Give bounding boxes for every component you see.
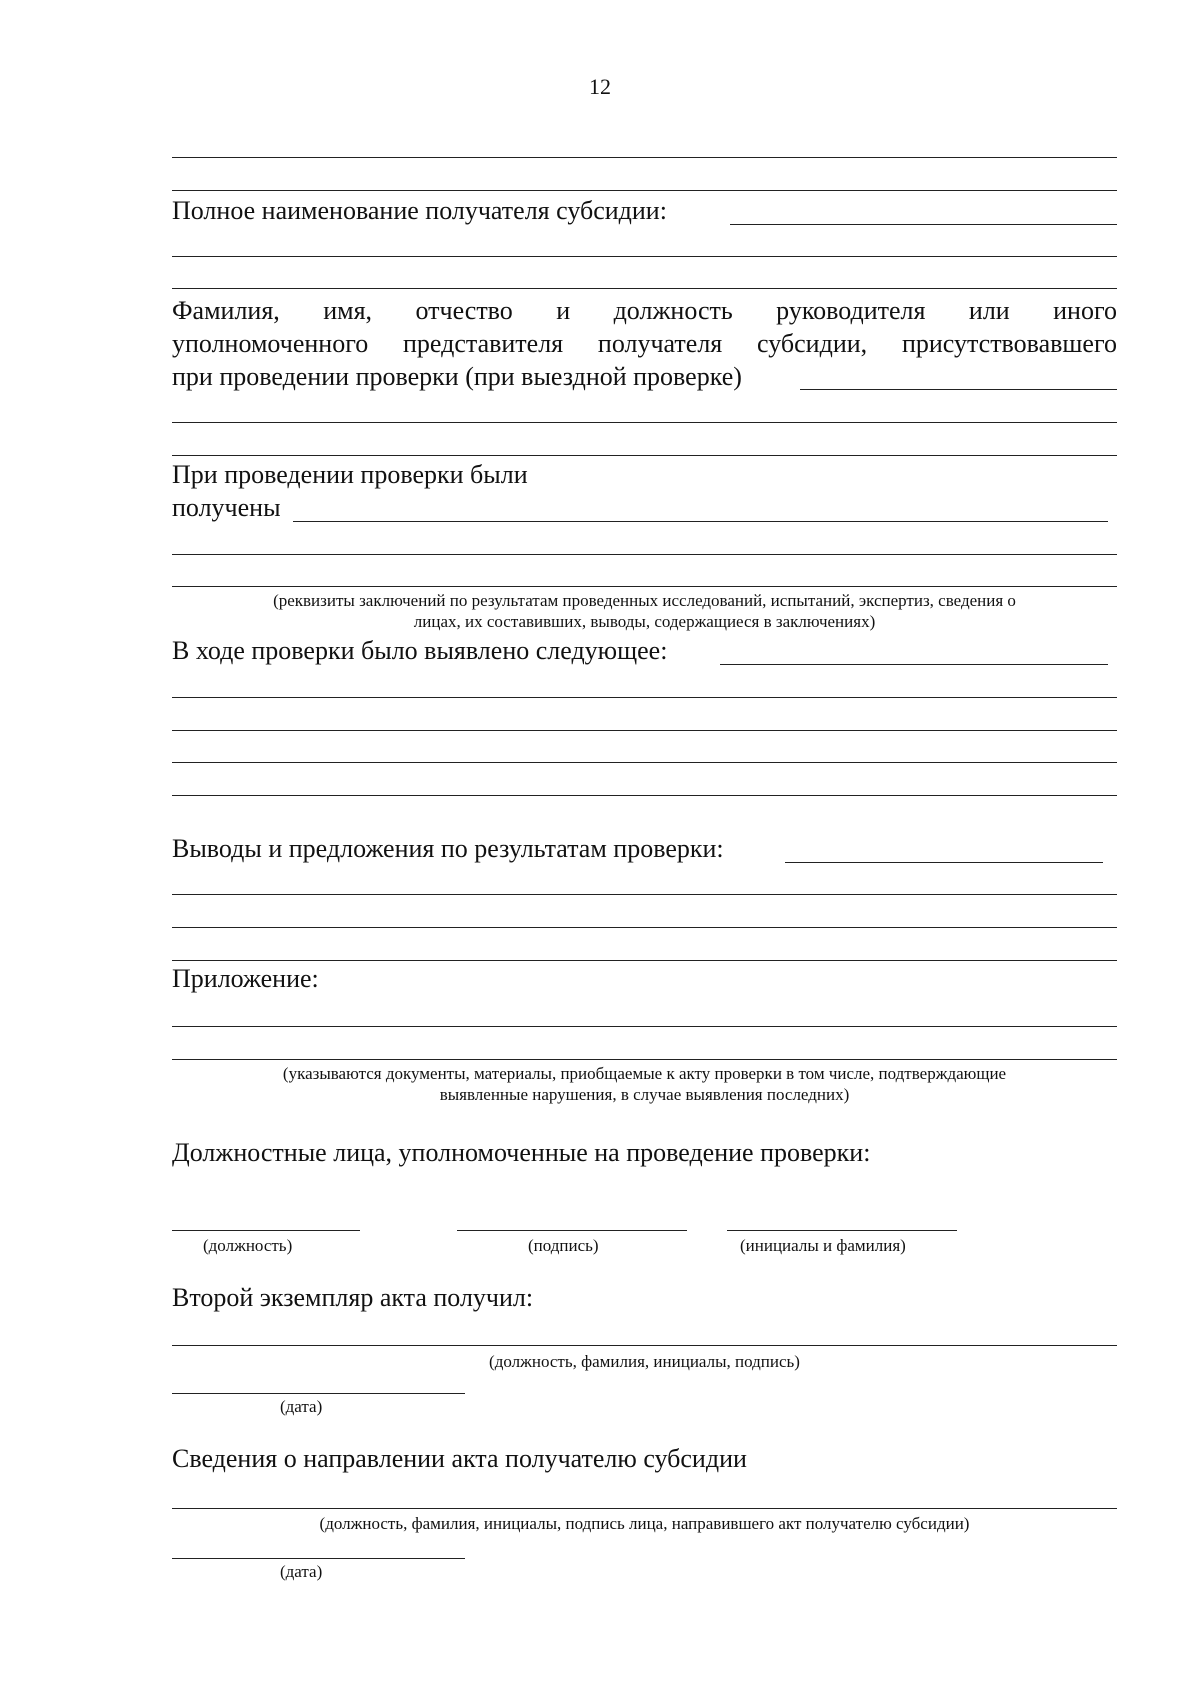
sent-caption: (должность, фамилия, инициалы, подпись лица, направившего акт получателю субсидии): [319, 1514, 970, 1533]
representative-label-line2: уполномоченного представителя получателя субсидии, присутствовавшего: [172, 329, 1117, 358]
date-caption: (дата): [280, 1562, 323, 1581]
blank-line[interactable]: [172, 927, 1117, 928]
blank-line[interactable]: [172, 455, 1117, 456]
received-note: [172, 590, 1117, 633]
representative-label-line3: при проведении проверки (при выездной проверке): [172, 362, 742, 391]
officials-label: Должностные лица, уполномоченные на проведение проверки:: [172, 1138, 871, 1167]
position-line[interactable]: [172, 1230, 360, 1231]
appendix-note-line1: (указываются документы, материалы, приобщаемые к акту проверки в том числе, подтверждающие: [282, 1064, 1007, 1083]
found-label: В ходе проверки было выявлено следующее:: [172, 636, 668, 665]
blank-line[interactable]: [172, 586, 1117, 587]
position-caption: (должность): [203, 1236, 293, 1255]
representative-label-line1: Фамилия, имя, отчество и должность руководителя или иного: [172, 296, 1117, 325]
blank-line[interactable]: [172, 894, 1117, 895]
second-copy-label: Второй экземпляр акта получил:: [172, 1283, 534, 1312]
initials-line[interactable]: [727, 1230, 957, 1231]
blank-line[interactable]: [172, 730, 1117, 731]
signature-line[interactable]: [457, 1230, 687, 1231]
found-line[interactable]: [720, 664, 1108, 665]
blank-line[interactable]: [172, 762, 1117, 763]
second-copy-line[interactable]: [172, 1345, 1117, 1346]
signature-caption: (подпись): [528, 1236, 599, 1255]
blank-line[interactable]: [172, 190, 1117, 191]
blank-line[interactable]: [172, 288, 1117, 289]
received-label-line2: получены: [172, 493, 281, 522]
received-note-line2: лицах, их составивших, выводы, содержащиеся в заключениях): [413, 612, 876, 632]
blank-line[interactable]: [172, 554, 1117, 555]
blank-line[interactable]: [172, 422, 1117, 423]
conclusions-label: Выводы и предложения по результатам проверки:: [172, 834, 724, 863]
blank-line[interactable]: [172, 697, 1117, 698]
blank-line[interactable]: [172, 960, 1117, 961]
recipient-name-label: Полное наименование получателя субсидии:: [172, 196, 667, 225]
received-note-line1: (реквизиты заключений по результатам проведенных исследований, испытаний, экспертиз, сведения о: [273, 591, 1016, 610]
received-label-line1: При проведении проверки были: [172, 460, 528, 489]
blank-line[interactable]: [172, 256, 1117, 257]
recipient-name-line[interactable]: [730, 224, 1117, 225]
received-line[interactable]: [293, 521, 1108, 522]
appendix-note-line2: выявленные нарушения, в случае выявления последних): [439, 1085, 850, 1105]
blank-line[interactable]: [172, 157, 1117, 158]
date-line[interactable]: [172, 1558, 465, 1559]
appendix-label: Приложение:: [172, 964, 319, 993]
date-line[interactable]: [172, 1393, 465, 1394]
sent-line[interactable]: [172, 1508, 1117, 1509]
initials-caption: (инициалы и фамилия): [740, 1236, 906, 1255]
appendix-note: [172, 1063, 1117, 1106]
blank-line[interactable]: [172, 795, 1117, 796]
blank-line[interactable]: [172, 1026, 1117, 1027]
second-copy-caption: (должность, фамилия, инициалы, подпись): [489, 1352, 800, 1371]
blank-line[interactable]: [172, 1059, 1117, 1060]
page-number: 12: [589, 74, 611, 99]
conclusions-line[interactable]: [785, 862, 1103, 863]
sent-label: Сведения о направлении акта получателю субсидии: [172, 1444, 747, 1473]
representative-line[interactable]: [800, 389, 1117, 390]
date-caption: (дата): [280, 1397, 323, 1416]
